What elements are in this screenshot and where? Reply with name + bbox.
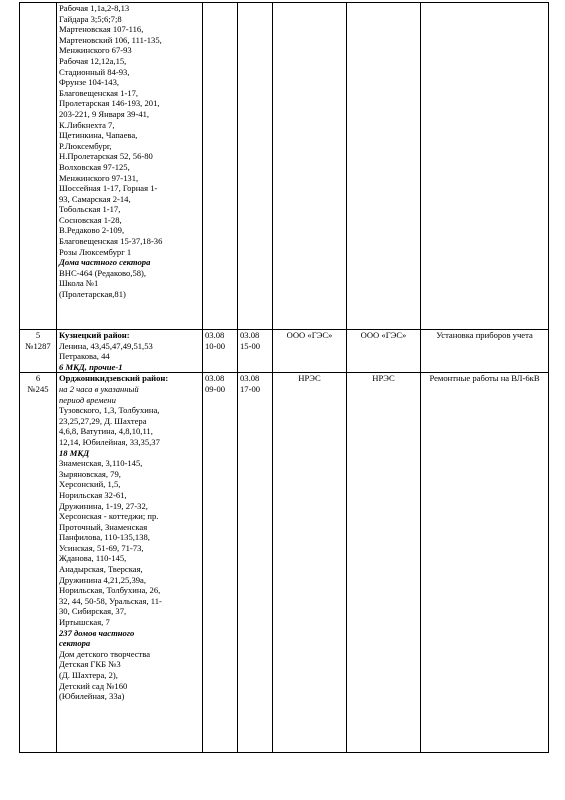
start-time: 10-00: [205, 340, 226, 351]
request-code: №1287: [25, 340, 51, 351]
start-cell: [203, 330, 238, 373]
address-line: Детский сад №160: [59, 680, 128, 691]
address-line: 18 МКД: [59, 447, 90, 458]
work-description: Ремонтные работы на ВЛ-6кВ: [429, 373, 540, 384]
address-line: Благовещенская 1-17,: [59, 87, 139, 98]
address-line: Школа №1: [59, 278, 99, 289]
address-line: Анадырская, Тверская,: [59, 564, 143, 575]
executor-name: ООО «ГЭС»: [360, 330, 407, 340]
address-cell: [57, 3, 203, 330]
address-line: Рабочая 1,1а,2-8,13: [59, 3, 130, 13]
row-number-cell: [20, 373, 57, 753]
address-line: Дружинина 4,21,25,39а,: [59, 574, 147, 585]
work-description-cell: [421, 3, 549, 330]
address-line: Волховская 97-125,: [59, 161, 130, 172]
address-line: Тобольская 1-17,: [59, 204, 121, 215]
end-time: 17-00: [240, 383, 261, 394]
address-line: Норильская 32-61,: [59, 489, 127, 500]
organization-cell: [273, 373, 347, 753]
address-line: (Д. Шахтера, 2),: [59, 670, 118, 680]
address-line: (Юбилейная, 33а): [59, 691, 125, 702]
address-line: на 2 часа в указанный: [59, 383, 139, 394]
address-line: Стадионный 84-93,: [59, 66, 130, 77]
end-cell: [238, 3, 273, 330]
row-number: 6: [35, 373, 41, 384]
address-line: Благовещенская 15-37,18-36: [59, 236, 163, 247]
address-line: Фрунзе 104-143,: [59, 77, 120, 88]
table-row: [20, 330, 549, 373]
address-line: Дома частного сектора: [59, 257, 151, 268]
address-line: Панфилова, 110-135,138,: [59, 532, 150, 543]
address-cell: [57, 373, 203, 753]
executor-cell: [347, 330, 421, 373]
end-cell: [238, 373, 273, 753]
executor-cell: [347, 373, 421, 753]
end-time: 15-00: [240, 340, 261, 351]
address-line: 32, 44, 50-58, Уральская, 11-: [59, 595, 162, 606]
address-line: Дружинина, 1-19, 27-32,: [59, 500, 148, 511]
organization-cell: [273, 3, 347, 330]
start-date: 03.08: [205, 373, 225, 384]
start-date: 03.08: [205, 330, 225, 340]
address-line: Щетинкина, Чапаева,: [59, 130, 138, 141]
address-line: сектора: [59, 638, 91, 649]
organization-name: ООО «ГЭС»: [286, 330, 333, 340]
work-description-cell: [421, 373, 549, 753]
address-line: Орджоникидзевский район:: [59, 373, 169, 384]
request-code: №245: [27, 383, 49, 394]
address-line: Херсонский, 1,5,: [59, 479, 121, 490]
address-line: ВНС-464 (Редаково,58),: [59, 267, 147, 278]
address-line: Менжинского 67-93: [59, 45, 132, 56]
address-line: Херсонская - коттеджи; пр.: [59, 511, 159, 522]
address-line: В.Редаково 2-109,: [59, 225, 125, 236]
organization-cell: [273, 330, 347, 373]
address-line: Ленина, 43,45,47,49,51,53: [59, 340, 153, 351]
table-row: [20, 3, 549, 330]
address-line: Дом детского творчества: [59, 648, 151, 659]
table-row: [20, 373, 549, 753]
work-description: Установка приборов учета: [436, 330, 533, 340]
outage-schedule-table: [19, 2, 549, 753]
address-line: Петракова, 44: [59, 351, 110, 362]
address-line: К.Либкнехта 7,: [59, 119, 115, 130]
address-line: Менжинского 97-131,: [59, 172, 139, 183]
executor-cell: [347, 3, 421, 330]
address-line: Проточный, Знаменская: [59, 521, 148, 532]
address-line: Сосновская 1-28,: [59, 214, 122, 225]
address-line: 203-221, 9 Января 39-41,: [59, 108, 150, 119]
address-line: Кузнецкий район:: [59, 330, 130, 340]
address-line: Розы Люксембург 1: [59, 246, 132, 257]
address-line: Шоссейная 1-17, Горная 1-: [59, 183, 158, 194]
address-line: 12,14, Юбилейная, 33,35,37: [59, 436, 160, 447]
work-description-cell: [421, 330, 549, 373]
address-line: 93, Самарская 2-14,: [59, 193, 131, 204]
address-line: Пролетарская 146-193, 201,: [59, 98, 160, 109]
address-line: 30, Сибирская, 37,: [59, 606, 127, 617]
address-line: Иртышская, 7: [59, 617, 110, 628]
address-line: (Пролетарская,81): [59, 289, 126, 300]
address-line: Детская ГКБ №3: [59, 659, 121, 670]
end-cell: [238, 330, 273, 373]
address-line: 237 домов частного: [59, 627, 135, 638]
address-cell: [57, 330, 203, 373]
address-line: Н.Пролетарская 52, 56-80: [59, 151, 153, 162]
address-line: Рабочая 12,12а,15,: [59, 55, 127, 66]
start-cell: [203, 3, 238, 330]
row-number: 5: [35, 330, 41, 340]
end-date: 03.08: [240, 330, 260, 340]
row-number-cell: [20, 3, 57, 330]
address-line: Тузовского, 1,3, Толбухина,: [59, 405, 160, 416]
organization-name: НРЭС: [298, 373, 321, 384]
executor-name: НРЭС: [372, 373, 395, 384]
start-cell: [203, 373, 238, 753]
address-line: Мартеновский 106, 111-135,: [59, 34, 162, 45]
address-line: 6 МКД, прочие-1: [59, 361, 123, 372]
address-line: Знаменская, 3,110-145,: [59, 458, 143, 469]
address-line: Гайдара 3;5;6;7;8: [59, 13, 122, 24]
row-number-cell: [20, 330, 57, 373]
address-line: Усинская, 51-69, 71-73,: [59, 542, 144, 553]
address-line: Норильская, Толбухина, 26,: [59, 585, 161, 596]
end-date: 03.08: [240, 373, 260, 384]
address-line: Мартеновская 107-116,: [59, 24, 144, 35]
address-line: 4,6,8, Ватутина, 4,8,10,11,: [59, 426, 153, 437]
address-line: Р.Люксембург,: [59, 140, 112, 151]
start-time: 09-00: [205, 383, 226, 394]
address-line: Зыряновская, 79,: [59, 468, 121, 479]
address-line: период времени: [59, 394, 116, 405]
address-line: 23,25,27,29, Д. Шахтера: [59, 415, 147, 426]
address-line: Жданова, 110-145,: [59, 553, 127, 564]
